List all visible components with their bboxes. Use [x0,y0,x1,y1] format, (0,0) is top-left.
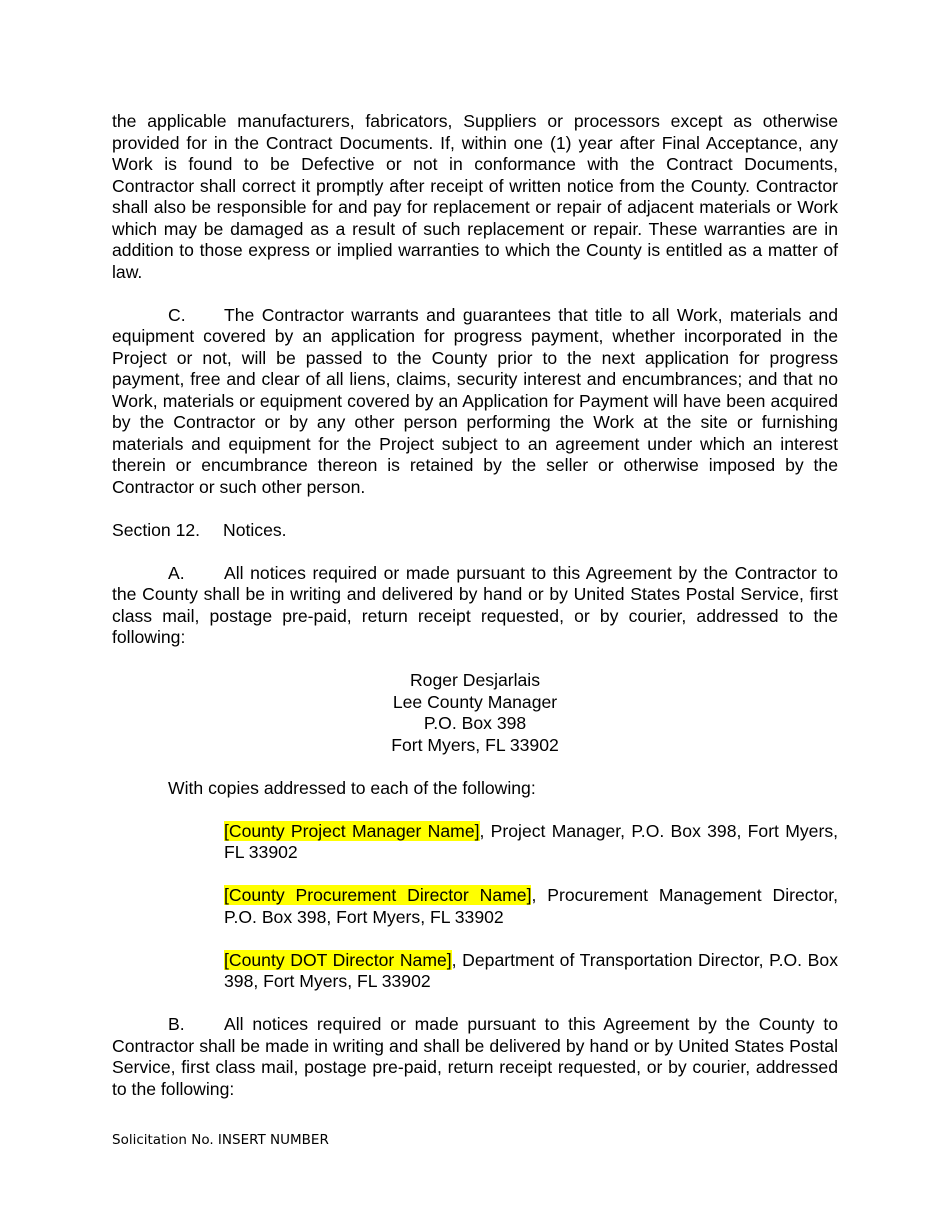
paragraph-c-label: C. [168,304,186,325]
paragraph-a-label: A. [168,562,185,583]
placeholder-highlight: [County Procurement Director Name] [224,885,532,905]
document-page [112,111,838,1100]
section-title: Notices. [223,519,287,540]
copy-recipient [112,821,838,864]
address-title: Lee County Manager [392,691,558,712]
paragraph-c [112,305,838,499]
warranty-paragraph: the applicable manufacturers, fabricators, Suppliers or processors except as otherwise provided for in the Contract Documents. If, within one (1) year after Final Acceptance, any Work is found to be Defective or not in conformance with the Contract Documents, Contractor shall correct it promptly after receipt of written notice from the County. Contractor shall also be responsible for and pay for replacement or repair of adjacent materials or Work which may be damaged as a result of such replacement or repair. These warranties are in addition to those express or implied warranties to which the County is entitled as a matter of law. [112,111,838,282]
copy-recipient [112,885,838,928]
section-number: Section 12. [112,519,201,540]
placeholder-highlight: [County Project Manager Name] [224,820,480,841]
copy-recipient-details: , Project Manager, P.O. Box 398, Fort Myers, FL 33902 [224,820,839,862]
paragraph-a [112,563,838,649]
address-city: Fort Myers, FL 33902 [391,734,559,755]
paragraph-b-label: B. [168,1014,185,1034]
page-footer: Solicitation No. INSERT NUMBER [112,1132,329,1148]
paragraph-c-text: The Contractor warrants and guarantees that title to all Work, materials and equipment covered by an application for progress payment, whether incorporated in the Project or not, will be passed to the County prior to the next application for progress payment, free and clear of all liens, claims, security interest and encumbrances; and that no Work, materials or equipment covered by an Application for Payment will have been acquired by the Contractor or by any other person performing the Work at the site or furnishing materials and equipment for the Project subject to an agreement under which an interest therein or encumbrance thereon is retained by the seller or otherwise imposed by the Contractor or such other person. [112,304,838,497]
paragraph-b-text: All notices required or made pursuant to this Agreement by the County to Contractor shall be made in writing and shall be delivered by hand or by United States Postal Service, first class mail, postage pre-paid, return receipt requested, or by courier, addressed to the following: [112,1014,838,1099]
copy-recipient [112,950,838,993]
placeholder-highlight: [County DOT Director Name] [224,949,452,970]
paragraph-b [112,1014,838,1100]
copy-recipient-details: , Department of Transportation Director, P.O. Box 398, Fort Myers, FL 33902 [224,949,838,991]
copies-intro: With copies addressed to each of the following: [168,777,536,798]
section-12-heading [112,520,838,542]
address-box: P.O. Box 398 [423,713,527,733]
address-name: Roger Desjarlais [409,670,541,690]
copy-recipient-details: , Procurement Management Director, P.O. Box 398, Fort Myers, FL 33902 [224,885,839,927]
county-address-block [112,670,838,756]
paragraph-a-text: All notices required or made pursuant to this Agreement by the Contractor to the County shall be in writing and delivered by hand or by United States Postal Service, first class mail, postage pre-paid, return receipt requested, or by courier, addressed to the following: [112,562,838,647]
